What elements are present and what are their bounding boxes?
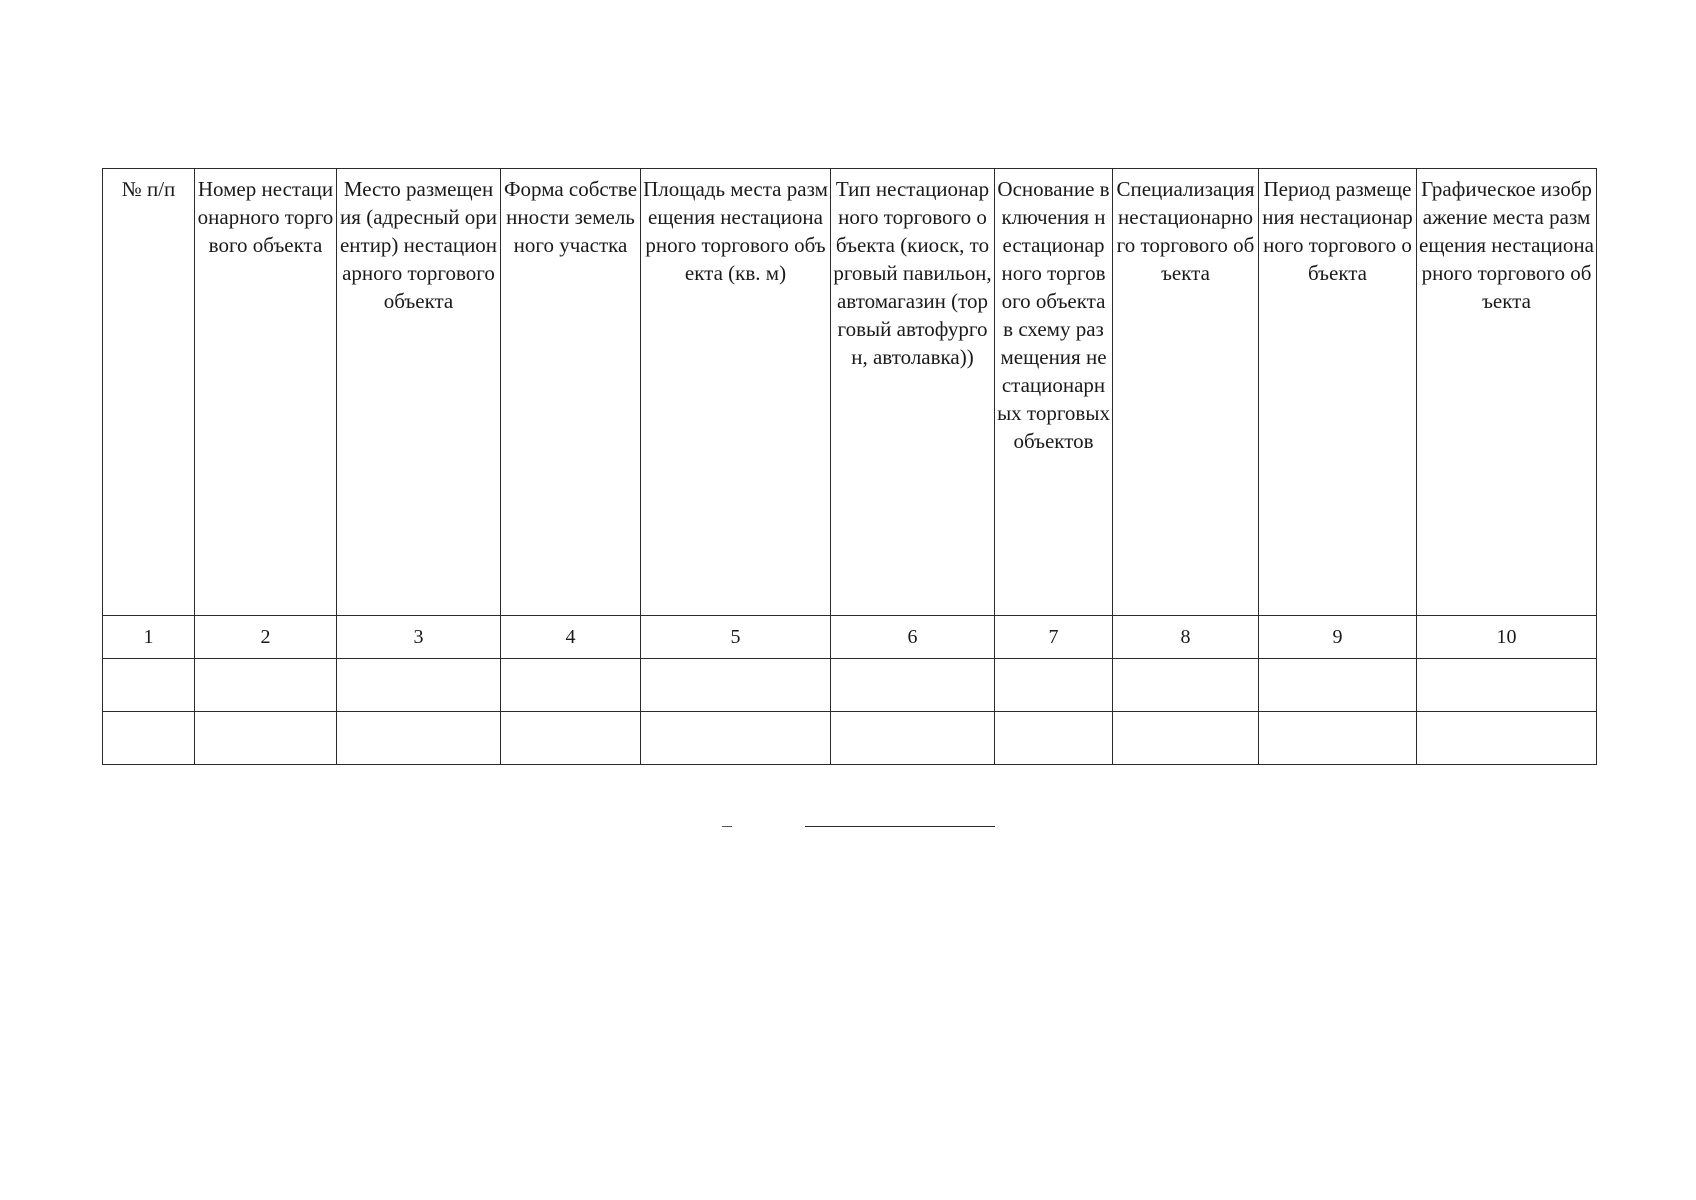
table-cell [831, 712, 995, 765]
table-cell [195, 659, 337, 712]
table-row [103, 712, 1597, 765]
column-number-cell: 10 [1417, 616, 1597, 659]
table-cell [1259, 712, 1417, 765]
table-cell [641, 712, 831, 765]
column-number-cell: 4 [501, 616, 641, 659]
header-cell-area: Площадь места размещения нестационарного торгового объекта (кв. м) [641, 169, 831, 616]
column-number-cell: 9 [1259, 616, 1417, 659]
separator-dash [722, 826, 732, 827]
header-cell-location: Место размещения (адресный ориентир) нестационарного торгового объекта [337, 169, 501, 616]
header-cell-ownership: Форма собственности земельного участка [501, 169, 641, 616]
table-cell [1113, 712, 1259, 765]
column-number-cell: 1 [103, 616, 195, 659]
table-cell [337, 712, 501, 765]
header-cell-basis: Основание включения нестационарного торгового объекта в схему размещения нестационарных торговых объектов [995, 169, 1113, 616]
table-cell [1417, 659, 1597, 712]
table-cell [831, 659, 995, 712]
header-cell-specialization: Специализация нестационарного торгового объекта [1113, 169, 1259, 616]
table-cell [995, 712, 1113, 765]
table-cell [641, 659, 831, 712]
table-cell [995, 659, 1113, 712]
table-cell [1417, 712, 1597, 765]
column-number-cell: 6 [831, 616, 995, 659]
header-row [103, 169, 1597, 616]
column-number-cell: 5 [641, 616, 831, 659]
column-number-cell: 7 [995, 616, 1113, 659]
table-cell [501, 659, 641, 712]
header-cell-period: Период размещения нестационарного торгового объекта [1259, 169, 1417, 616]
header-cell-graphic: Графическое изображение места размещения нестационарного торгового объекта [1417, 169, 1597, 616]
table-cell [103, 712, 195, 765]
table-cell [103, 659, 195, 712]
column-number-row [103, 616, 1597, 659]
column-number-cell: 2 [195, 616, 337, 659]
table-cell [195, 712, 337, 765]
column-number-cell: 3 [337, 616, 501, 659]
table-row [103, 659, 1597, 712]
header-cell-number: № п/п [103, 169, 195, 616]
placement-schema-table [102, 168, 1597, 765]
table-cell [501, 712, 641, 765]
column-number-cell: 8 [1113, 616, 1259, 659]
table-cell [1113, 659, 1259, 712]
table-cell [1259, 659, 1417, 712]
header-cell-object-number: Номер нестационарного торгового объекта [195, 169, 337, 616]
table-cell [337, 659, 501, 712]
closing-separator-line [805, 826, 995, 827]
header-cell-type: Тип нестационарного торгового объекта (киоск, торговый павильон, автомагазин (торговый автофургон, автолавка)) [831, 169, 995, 616]
